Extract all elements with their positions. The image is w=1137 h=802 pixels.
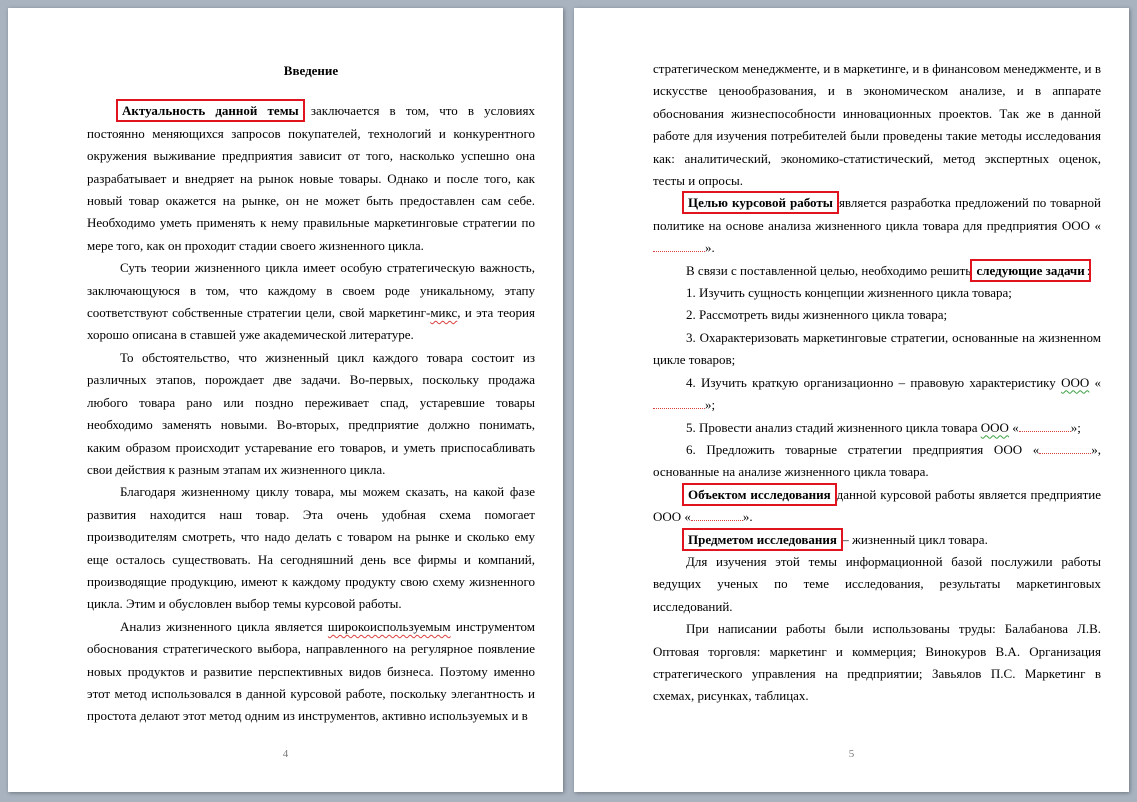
document-page-4: [8, 8, 563, 792]
company-name-placeholder: [653, 241, 705, 252]
company-name-placeholder: [1039, 443, 1091, 454]
highlight-object: Объектом исследования: [688, 486, 831, 502]
paragraph-tasks-intro: [653, 260, 1101, 282]
spellcheck-word: широкоиспользуемым: [327, 618, 451, 634]
paragraph-continuation: стратегическом менеджменте, и в маркетинге, и в финансовом менеджменте, и в искусстве ценообразования, и в экономическом анализе, и в аппарате обоснования жизнеспособности инновационных проектов. Так же в данной работе для изучения потребителей были проведены такие методы исследования как: аналитический, экономико-статистический, метод экспертных оценок, тесты и опросы.: [653, 61, 1101, 189]
highlight-tasks: следующие задачи: [976, 262, 1085, 278]
page-4-content: [87, 60, 535, 728]
spellcheck-word: микс: [430, 305, 458, 321]
paragraph-text: В связи с поставленной целью, необходимо решить: [686, 262, 975, 278]
paragraph-text: Суть теории жизненного цикла имеет особую стратегическую важность, заключающуюся в том, что каждому в своем роде уникальному, этапу соответствуют собственные стратегии цели, свой маркетинг-: [87, 260, 535, 321]
grammar-word: ООО: [980, 419, 1009, 435]
task-6: [653, 439, 1101, 484]
paragraph-info-base: Для изучения этой темы информационной базой послужили работы ведущих ученых по теме исследования, результаты маркетинговых исследований.: [653, 553, 1101, 614]
paragraph-text: инструментом обоснования стратегического выбора, направленного на регулярное появление новых продуктов и развитие перспективных видов бизнеса. Поэтому именно этот метод использовался в данной курсовой работе, поскольку элегантность и простота делают этот метод одним из инструментов, активно используемых и в: [87, 618, 536, 724]
paragraph-text: заключается в том, что в условиях постоянно меняющихся запросов покупателей, технологий и конкурентного окружения выживание предприятия зависит от того, насколько успешно она разрабатывает и внедряет на рынок новые товары. Однако и после того, как новый товар окажется на рынке, он не может быть предоставлен сам себе. Необходимо уметь применять к нему правильные маркетинговые стратегии по мере того, как он проходит стадии своего жизненного цикла.: [87, 103, 535, 253]
grammar-word: ООО: [1061, 374, 1090, 390]
paragraph-text: данной курсовой работы является предприятие ООО «: [653, 486, 1101, 525]
page-5-content: [653, 58, 1101, 708]
paragraph-text: »;: [1070, 419, 1081, 435]
paragraph-sources: При написании работы были использованы труды: Балабанова Л.В. Оптовая торговля: маркетинг и коммерция; Винокуров В.А. Организация стратегического управления на предприятии; Завьялов П.С. Маркетинг в схемах, рисунках, таблицах.: [653, 621, 1101, 704]
paragraph-relevance: [87, 100, 535, 257]
paragraph-thanks: Благодаря жизненному циклу товара, мы можем сказать, на какой фазе развития находится наш товар. Эта очень удобная схема помогает производителям смотреть, что надо делать с товаром на рынке и сколько ему еще осталось существовать. На сегодняшний день все фирмы и компаний, производящие продукцию, имеют к каждому продукту свою схему жизненного цикла. Этим и обусловлен выбор темы курсовой работы.: [87, 484, 535, 612]
paragraph-text: ».: [742, 509, 753, 525]
paragraph-text: :: [1086, 262, 1091, 278]
paragraph-text: , и эта теория хорошо описана в ставшей уже академической литературе.: [87, 305, 535, 343]
paragraph-text: »;: [705, 397, 716, 413]
company-name-placeholder: [691, 510, 743, 521]
highlight-relevance: Актуальность данной темы: [122, 103, 299, 119]
document-page-5: [574, 8, 1129, 792]
task-2: 2. Рассмотреть виды жизненного цикла товара;: [686, 307, 948, 323]
task-3: 3. Охарактеризовать маркетинговые стратегии, основанные на жизненном цикле товаров;: [653, 329, 1101, 368]
company-name-placeholder: [1019, 421, 1071, 432]
paragraph-goal: [653, 192, 1101, 259]
paragraph-text: является разработка предложений по товарной политике на основе анализа жизненного цикла товара для предприятия ООО «: [653, 195, 1101, 233]
paragraph-circumstance: То обстоятельство, что жизненный цикл каждого товара состоит из различных этапов, порождает две задачи. Во-первых, поскольку продажа любого товара рано или поздно переживает спад, устаревшие товары необходимо заменять новыми. Во-вторых, предприятие должно понимать, каким образом происходит устаревание его товаров, и уметь приспосабливать свои действия к разным этапам их жизненного цикла.: [87, 349, 535, 477]
highlight-subject: Предметом исследования: [688, 531, 837, 547]
paragraph-text: 5. Провести анализ стадий жизненного цикла товара: [686, 419, 981, 435]
task-1: 1. Изучить сущность концепции жизненного цикла товара;: [686, 285, 1012, 301]
paragraph-text: Анализ жизненного цикла является: [120, 618, 328, 634]
highlight-goal: Целью курсовой работы: [688, 195, 833, 211]
paragraph-text: – жизненный цикл товара.: [838, 531, 988, 547]
paragraph-theory: [87, 257, 535, 347]
task-4: [653, 372, 1101, 417]
page-number: 5: [848, 748, 855, 760]
paragraph-text: », основанные на анализе жизненного цикла товара.: [653, 441, 1101, 480]
page-number: 4: [282, 748, 289, 760]
paragraph-text: 6. Предложить товарные стратегии предприятия ООО «: [686, 441, 1040, 457]
paragraph-text: «: [1089, 374, 1102, 390]
paragraph-text: ».: [705, 240, 715, 256]
company-name-placeholder: [653, 398, 705, 409]
paragraph-subject: [653, 529, 1101, 551]
task-5: [653, 417, 1101, 439]
heading-introduction: Введение: [283, 63, 339, 78]
paragraph-text: 4. Изучить краткую организационно – правовую характеристику: [686, 374, 1062, 390]
paragraph-text: «: [1008, 419, 1019, 435]
paragraph-analysis: [87, 616, 535, 728]
paragraph-object: [653, 484, 1101, 529]
